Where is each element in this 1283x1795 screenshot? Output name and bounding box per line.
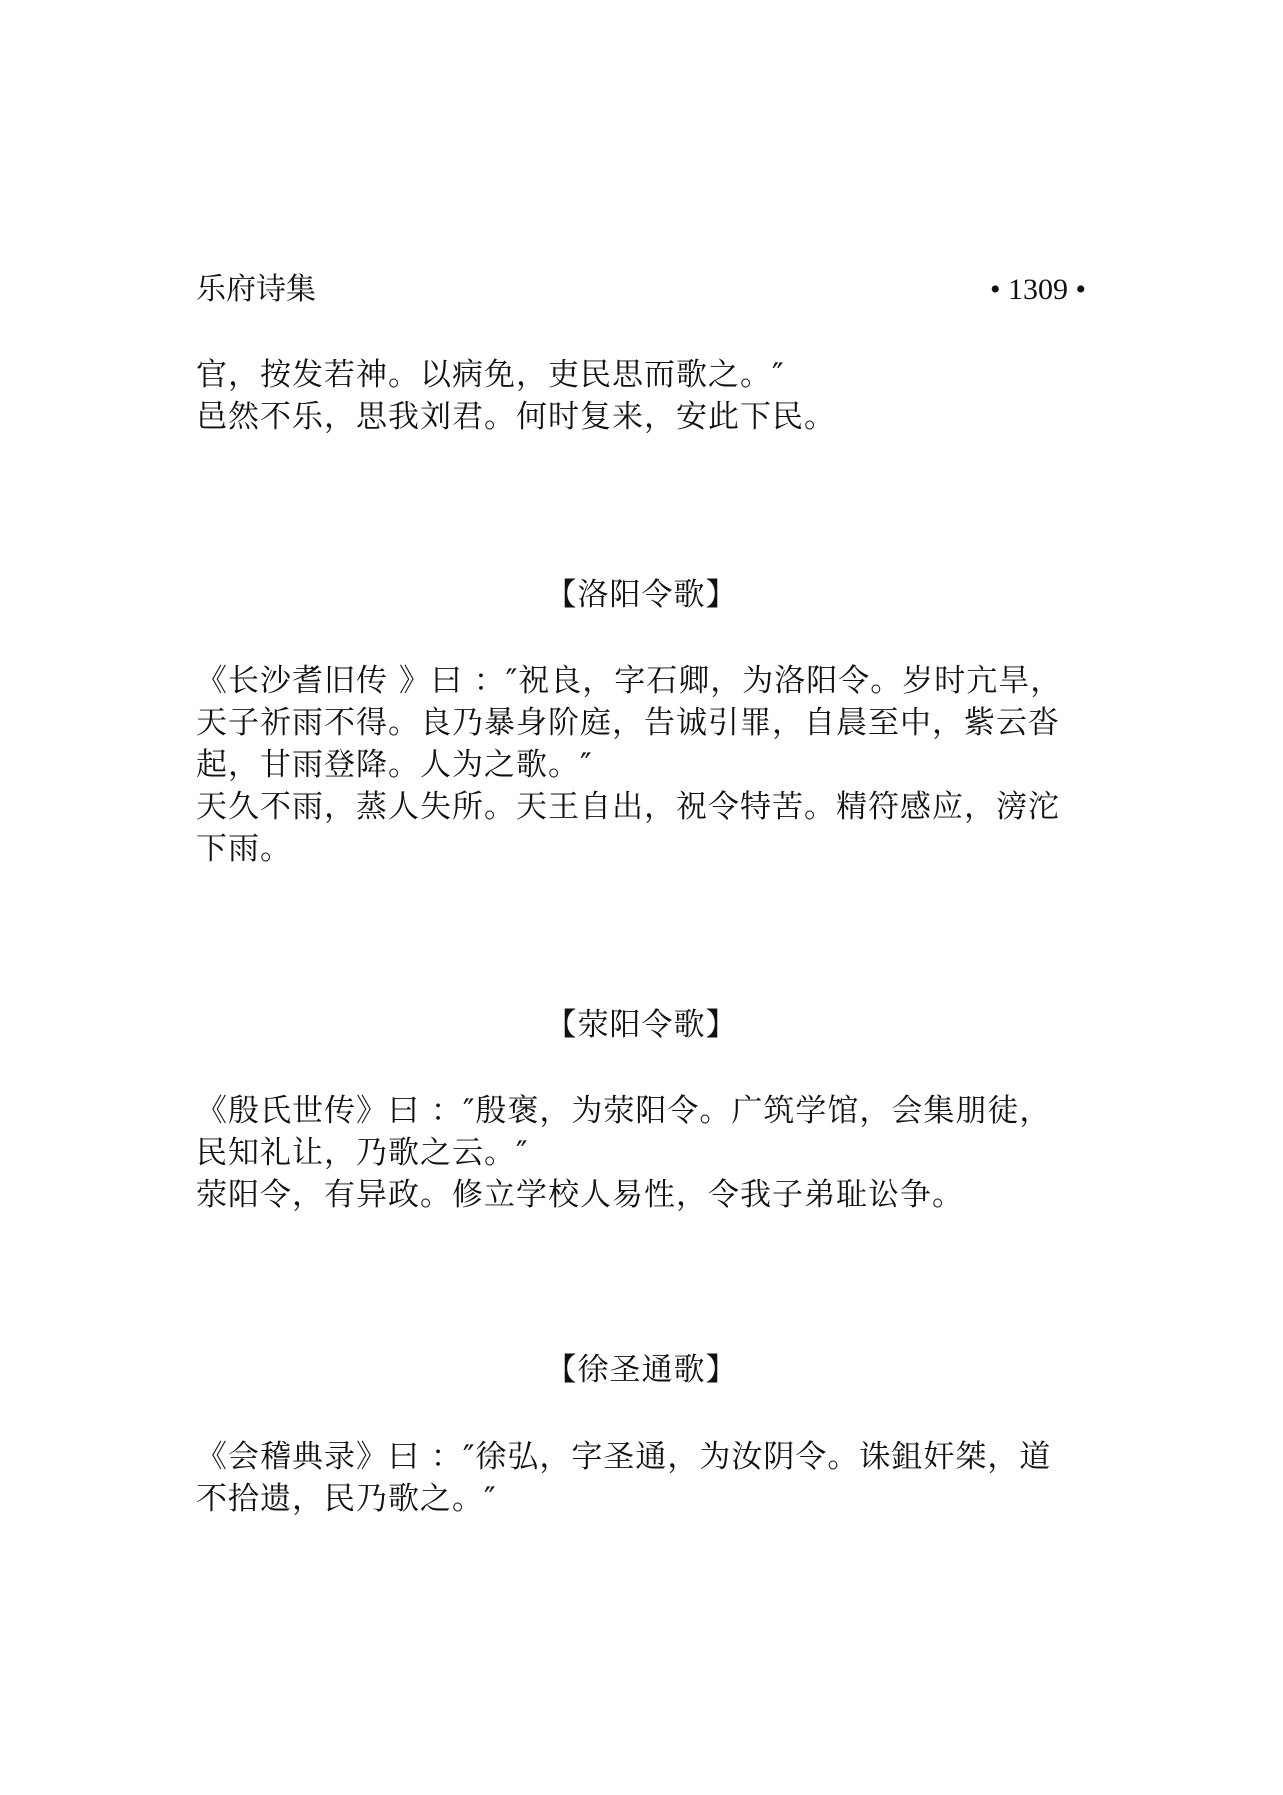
- text-line: 天久不雨，蒸人失所。天王自出，祝令特苦。精符感应，滂沱: [196, 789, 1060, 825]
- text-line: 民知礼让，乃歌之云。″: [196, 1135, 529, 1171]
- section-heading-xingyang: 【荥阳令歌】: [545, 1007, 738, 1043]
- text-line: 《殷氏世传》曰 ：″殷褒，为荥阳令。广筑学馆，会集朋徒，: [196, 1093, 1052, 1129]
- text-line: 荥阳令，有异政。修立学校人易性，令我子弟耻讼争。: [196, 1177, 964, 1213]
- intro-text: [196, 354, 1096, 438]
- text-line: 邑然不乐，思我刘君。何时复来，安此下民。: [196, 399, 836, 435]
- text-line: 下雨。: [196, 831, 292, 867]
- section-heading-luoyang: 【洛阳令歌】: [545, 577, 738, 613]
- text-line: 天子祈雨不得。良乃暴身阶庭，告诚引罪，自晨至中，紫云沓: [196, 705, 1060, 741]
- text-line: 《长沙耆旧传 》曰 ：″祝良，字石卿，为洛阳令。岁时亢旱，: [196, 663, 1063, 699]
- section-heading-xushengtong: 【徐圣通歌】: [545, 1352, 738, 1388]
- text-line: 起，甘雨登降。人为之歌。″: [196, 747, 593, 783]
- text-line: 《会稽典录》曰 ：″徐弘，字圣通，为汝阴令。诛鉏奸桀，道: [196, 1439, 1052, 1475]
- section-body-xingyang: [196, 1090, 1096, 1216]
- text-line: 不拾遗，民乃歌之。″: [196, 1481, 497, 1517]
- page-number: • 1309 •: [989, 273, 1086, 306]
- page-header: [196, 268, 1086, 312]
- section-body-luoyang: [196, 660, 1096, 870]
- section-body-xushengtong: [196, 1436, 1096, 1520]
- text-line: 官，按发若神。以病免，吏民思而歌之。″: [196, 357, 785, 393]
- book-title: 乐府诗集: [196, 272, 316, 307]
